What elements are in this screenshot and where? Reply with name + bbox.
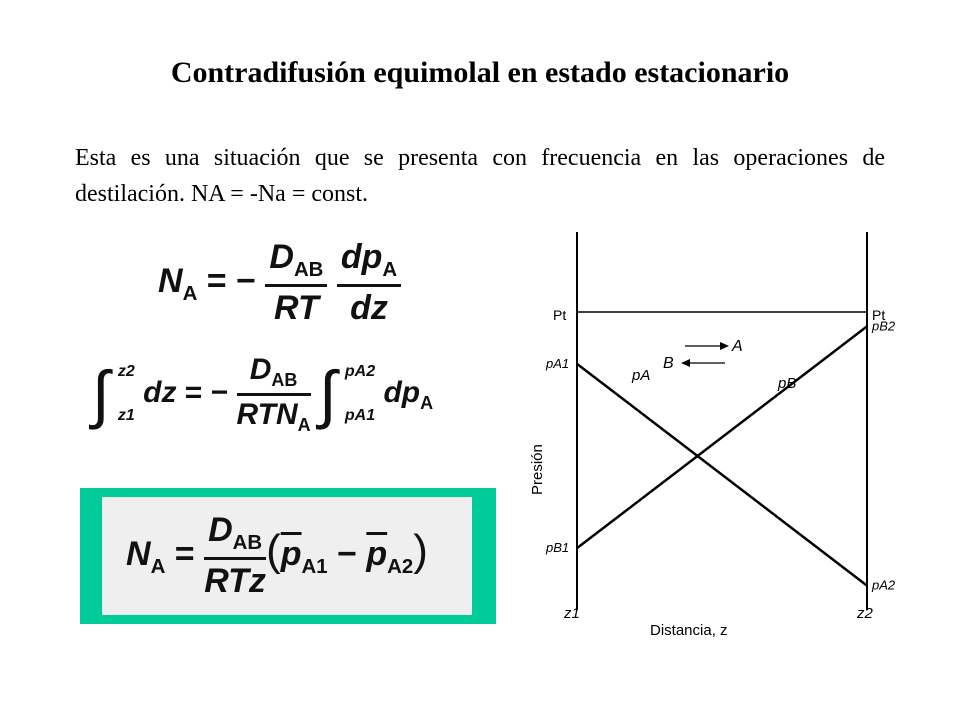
integral-sign-p: ∫ (318, 358, 337, 430)
integral-limits-p: pA2 pA1 (344, 363, 376, 424)
arrow-a-head (720, 342, 729, 350)
series-pA-line (577, 364, 867, 586)
eq3-minus: − (337, 534, 357, 573)
x-axis-label: Distancia, z (650, 622, 728, 639)
eq3-paren-close: ) (413, 525, 428, 575)
eq2-fraction: $\frac{D_{AB}}{RTN_A}$ (236, 352, 311, 435)
pA1-label: pA1 (546, 355, 570, 371)
flux-equation (158, 238, 401, 328)
result-equation (126, 511, 428, 601)
y-axis-label: Presión (529, 444, 546, 495)
pB2-label: pB2 (872, 318, 896, 334)
eq3-equals: = (174, 534, 195, 573)
arrow-b-head (681, 359, 690, 367)
eq3-p1: $\overline{p}_{A1}$ (280, 534, 328, 578)
integral-sign-z: ∫ (92, 358, 110, 430)
slide-title: Contradifusión equimolal en estado estacionario (170, 56, 790, 89)
pressure-profile-chart (520, 230, 920, 650)
eq3-paren-open: ( (266, 525, 281, 575)
eq3-lhs: $N_A$ (126, 534, 166, 578)
integral-limits-z: z2 z1 (117, 363, 135, 424)
pB1-label: pB1 (546, 540, 570, 556)
pA2-label: pA2 (872, 577, 896, 593)
arrow-a-label: A (732, 338, 743, 355)
eq1-equals: = − (206, 261, 256, 300)
pt-right-label: Pt (872, 307, 886, 323)
eq2-dp: $dp_A$ (383, 375, 434, 413)
eq3-p2: $\overline{p}_{A2}$ (366, 534, 414, 578)
eq2-dz: dz (143, 375, 177, 409)
series-pB-label: pB (778, 375, 797, 392)
series-pA-label: pA (632, 367, 651, 384)
eq1-lhs: $N_A$ (158, 261, 198, 305)
eq2-equals: = − (184, 375, 229, 409)
x-tick-z1: z1 (564, 605, 580, 622)
x-tick-z2: z2 (857, 605, 873, 622)
eq1-fraction-gradient: $\frac{dp_A}{dz}$ (337, 238, 401, 328)
result-equation-frame (80, 488, 496, 624)
series-pB-line (577, 326, 867, 548)
pt-left-label: Pt (553, 307, 567, 323)
intro-paragraph: Esta es una situación que se presenta con frecuencia en las operaciones de destilación. NA = -Na = const. (75, 145, 885, 207)
result-equation-panel (102, 497, 472, 615)
integral-equation (92, 350, 433, 438)
arrow-b-label: B (663, 355, 674, 372)
eq1-fraction-diffusivity: $\frac{D_{AB}}{RT}$ (265, 238, 327, 328)
eq3-fraction: $\frac{D_{AB}}{\text{RTz}}$ (204, 511, 266, 600)
